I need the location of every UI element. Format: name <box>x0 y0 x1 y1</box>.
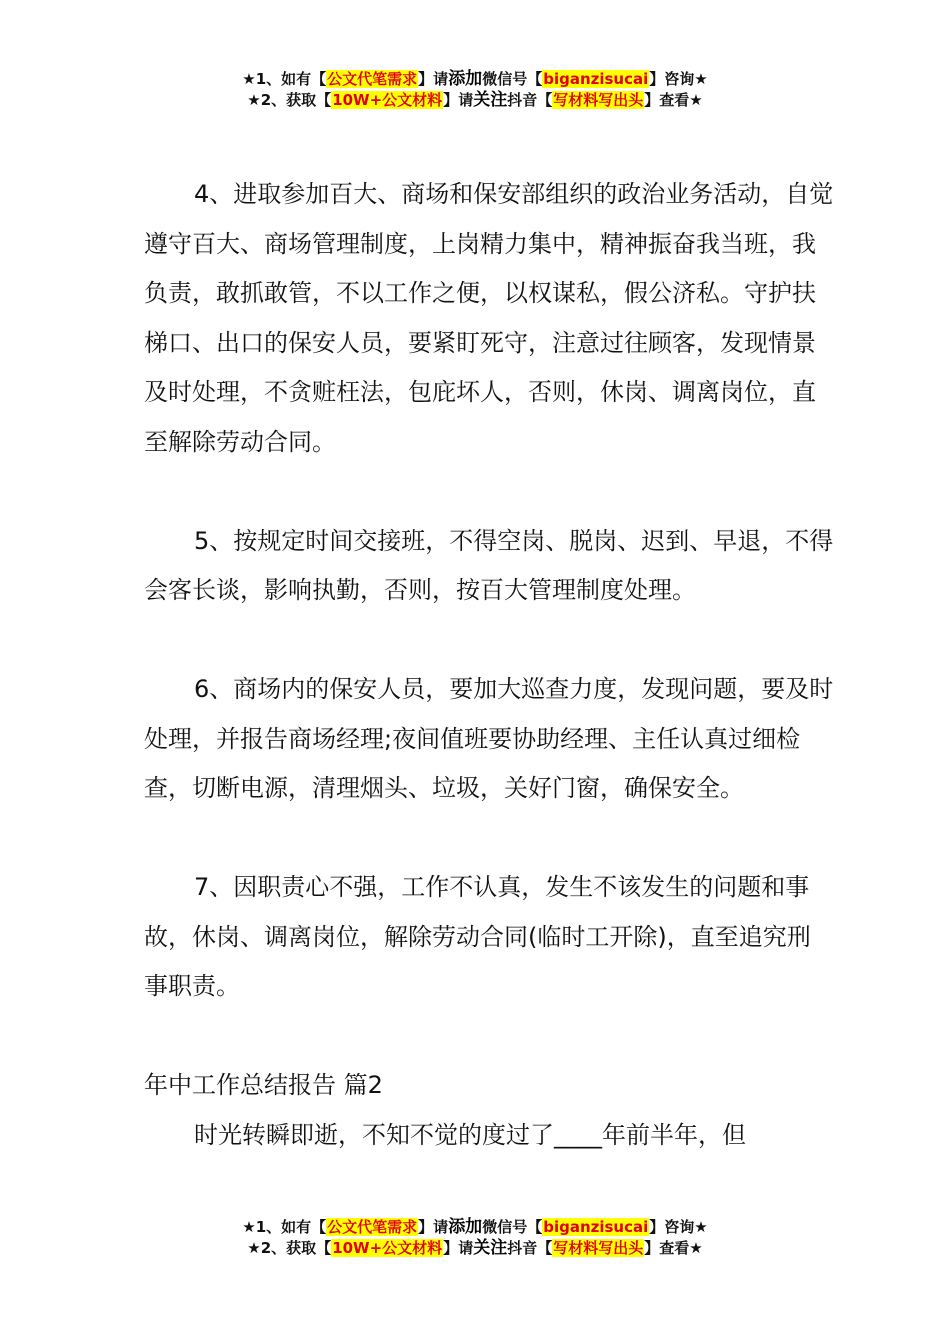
highlight-douyin-id: 写材料写出头 <box>553 91 644 109</box>
footer-banner <box>0 1217 950 1259</box>
paragraph-7: 7、因职责心不强，工作不认真，发生不该发生的问题和事故，休岗、调离岗位，解除劳动合同(临时工开除)，直至追究刑事职责。 <box>144 873 811 1000</box>
section-heading: 年中工作总结报告 篇2 <box>144 1071 383 1099</box>
paragraph-5: 5、按规定时间交接班，不得空岗、脱岗、迟到、早退，不得会客长谈，影响执勤，否则，按百大管理制度处理。 <box>144 526 834 604</box>
highlight-materials: 10W+公文材料 <box>332 91 443 109</box>
document-body <box>144 170 834 1160</box>
highlight-service: 公文代笔需求 <box>327 70 418 88</box>
paragraph-6: 6、商场内的保安人员，要加大巡查力度，发现问题，要及时处理，并报告商场经理;夜间值班要协助经理、主任认真过细检查，切断电源，清理烟头、垃圾，关好门窗，确保安全。 <box>144 675 834 802</box>
highlight-wechat-id: biganzisucai <box>543 70 649 88</box>
banner-line-2: ★2、获取【10W+公文材料】请关注抖音【写材料写出头】查看★ <box>247 1238 703 1258</box>
banner-line-1: ★1、如有【公文代笔需求】请添加微信号【biganzisucai】咨询★ <box>242 69 708 89</box>
highlight-materials: 10W+公文材料 <box>332 1239 443 1257</box>
paragraph-intro: 时光转瞬即逝，不知不觉的度过了____年前半年，但 <box>194 1120 746 1149</box>
highlight-douyin-id: 写材料写出头 <box>553 1239 644 1257</box>
paragraph-4: 4、进取参加百大、商场和保安部组织的政治业务活动，自觉遵守百大、商场管理制度，上岗精力集中，精神振奋我当班，我负责，敢抓敢管，不以工作之便，以权谋私，假公济私。守护扶梯口、出口的保安人员，要紧盯死守，注意过往顾客，发现情景及时处理，不贪赃枉法，包庇坏人，否则，休岗、调离岗位，直至解除劳动合同。 <box>144 180 834 456</box>
header-banner <box>0 69 950 111</box>
highlight-service: 公文代笔需求 <box>327 1218 418 1236</box>
highlight-wechat-id: biganzisucai <box>543 1218 649 1236</box>
banner-line-2: ★2、获取【10W+公文材料】请关注抖音【写材料写出头】查看★ <box>247 90 703 110</box>
banner-line-1: ★1、如有【公文代笔需求】请添加微信号【biganzisucai】咨询★ <box>242 1217 708 1237</box>
